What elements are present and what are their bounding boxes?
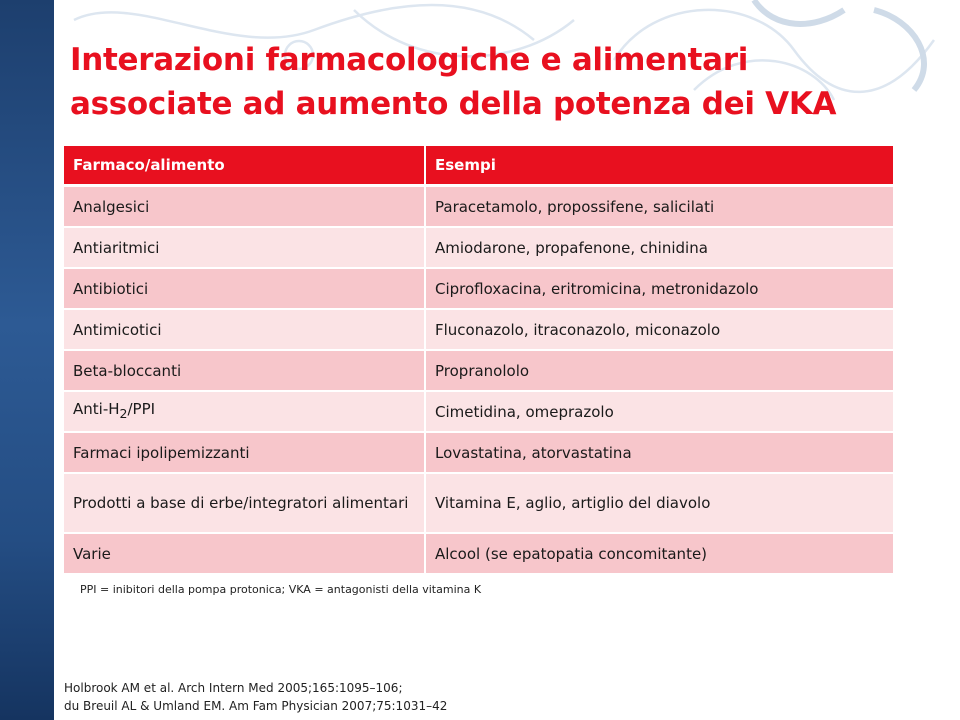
table-row [64, 473, 893, 533]
header-examples: Esempi [425, 146, 893, 186]
examples-cell: Propranololo [425, 350, 893, 391]
reference-2: du Breuil AL & Umland EM. Am Fam Physician 2007;75:1031–42 [64, 699, 448, 713]
interactions-table [64, 146, 893, 575]
drug-cell: Beta-bloccanti [64, 350, 425, 391]
drug-prefix: Anti-H [73, 400, 120, 418]
examples-cell: Lovastatina, atorvastatina [425, 432, 893, 473]
drug-subscript: 2 [119, 406, 128, 421]
drug-cell: Analgesici [64, 186, 425, 228]
examples-cell: Amiodarone, propafenone, chinidina [425, 227, 893, 268]
drug-suffix: /PPI [127, 400, 156, 418]
slide-title-line-1: Interazioni farmacologiche e alimentari [70, 42, 749, 78]
drug-cell: Prodotti a base di erbe/integratori alimentari [64, 473, 425, 533]
examples-cell: Vitamina E, aglio, artiglio del diavolo [425, 473, 893, 533]
drug-cell: Farmaci ipolipemizzanti [64, 432, 425, 473]
slide-title [70, 38, 940, 126]
drug-cell: Antibiotici [64, 268, 425, 309]
examples-cell: Cimetidina, omeprazolo [425, 391, 893, 432]
examples-cell: Fluconazolo, itraconazolo, miconazolo [425, 309, 893, 350]
header-drug-food: Farmaco/alimento [64, 146, 425, 186]
examples-cell: Alcool (se epatopatia concomitante) [425, 533, 893, 574]
references [64, 679, 447, 715]
table-row [64, 350, 893, 391]
table-row [64, 533, 893, 574]
abbreviations-footnote: PPI = inibitori della pompa protonica; VKA = antagonisti della vitamina K [80, 583, 482, 596]
examples-cell: Paracetamolo, propossifene, salicilati [425, 186, 893, 228]
drug-cell: Varie [64, 533, 425, 574]
table-header-row [64, 146, 893, 186]
table-row [64, 309, 893, 350]
table-row [64, 186, 893, 228]
left-sidebar-bar [0, 0, 54, 720]
table-row [64, 391, 893, 432]
drug-cell [64, 391, 425, 432]
drug-cell: Antiaritmici [64, 227, 425, 268]
table-row [64, 432, 893, 473]
reference-1: Holbrook AM et al. Arch Intern Med 2005;165:1095–106; [64, 681, 403, 695]
table-row [64, 268, 893, 309]
examples-cell: Ciprofloxacina, eritromicina, metronidazolo [425, 268, 893, 309]
table-row [64, 227, 893, 268]
drug-cell: Antimicotici [64, 309, 425, 350]
slide-title-line-2: associate ad aumento della potenza dei VKA [70, 86, 837, 122]
